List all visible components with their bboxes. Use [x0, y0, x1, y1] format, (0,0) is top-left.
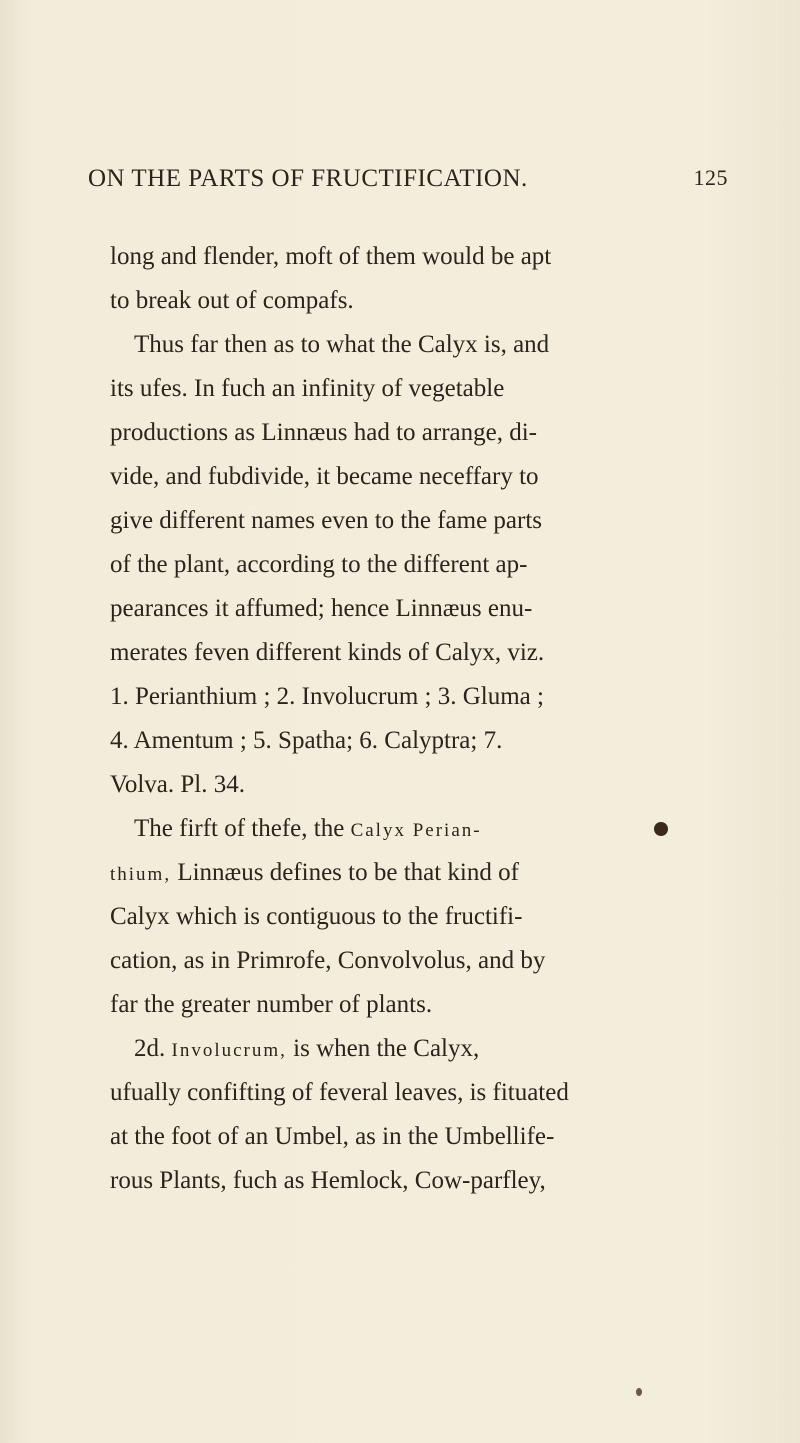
text-line-16: Calyx which is contiguous to the fructifi-	[110, 903, 523, 930]
text-line-22: rous Plants, fuch as Hemlock, Cow-parfley,	[110, 1167, 546, 1194]
line-19-tail: is when the Calyx,	[286, 1035, 480, 1062]
line-19-text: 2d.	[134, 1035, 172, 1062]
text-line-12: 4. Amentum ; 5. Spatha; 6. Calyptra; 7.	[110, 727, 503, 754]
text-line-21: at the foot of an Umbel, as in the Umbellife-	[110, 1123, 555, 1150]
text-line-2: to break out of compafs.	[110, 287, 354, 314]
running-header	[88, 165, 728, 193]
text-line-20: ufually confifting of feveral leaves, is fituated	[110, 1079, 569, 1106]
ink-blot-mark	[654, 822, 668, 836]
line-15-small-caps: thium,	[110, 864, 172, 885]
text-line-10: merates feven different kinds of Calyx, viz.	[110, 639, 545, 666]
page-number: 125	[693, 165, 728, 190]
text-line-8: of the plant, according to the different ap-	[110, 551, 528, 578]
text-line-6: vide, and fubdivide, it became neceffary to	[110, 463, 539, 490]
line-19-small-caps: Involucrum,	[171, 1040, 287, 1061]
text-line-18: far the greater number of plants.	[110, 991, 433, 1018]
text-line-4: its ufes. In fuch an infinity of vegetable	[110, 375, 505, 402]
line-14-text: The firft of thefe, the	[134, 815, 351, 842]
text-line-1: long and flender, moft of them would be apt	[110, 243, 552, 270]
text-line-14	[134, 816, 482, 841]
text-line-19	[134, 1036, 479, 1061]
text-line-11: 1. Perianthium ; 2. Involucrum ; 3. Gluma ;	[110, 683, 544, 710]
text-line-9: pearances it affumed; hence Linnæus enu-	[110, 595, 533, 622]
text-line-17: cation, as in Primrofe, Convolvolus, and by	[110, 947, 546, 974]
text-line-5: productions as Linnæus had to arrange, di-	[110, 419, 537, 446]
running-title: ON THE PARTS OF FRUCTIFICATION.	[88, 165, 528, 192]
line-15-text: Linnæus defines to be that kind of	[171, 859, 519, 886]
text-line-15	[110, 860, 519, 885]
text-line-13: Volva. Pl. 34.	[110, 771, 245, 798]
text-line-3: Thus far then as to what the Calyx is, and	[134, 331, 550, 358]
ink-dot-mark	[636, 1388, 642, 1396]
line-14-small-caps: Calyx Perian-	[350, 820, 482, 841]
text-line-7: give different names even to the fame parts	[110, 507, 543, 534]
